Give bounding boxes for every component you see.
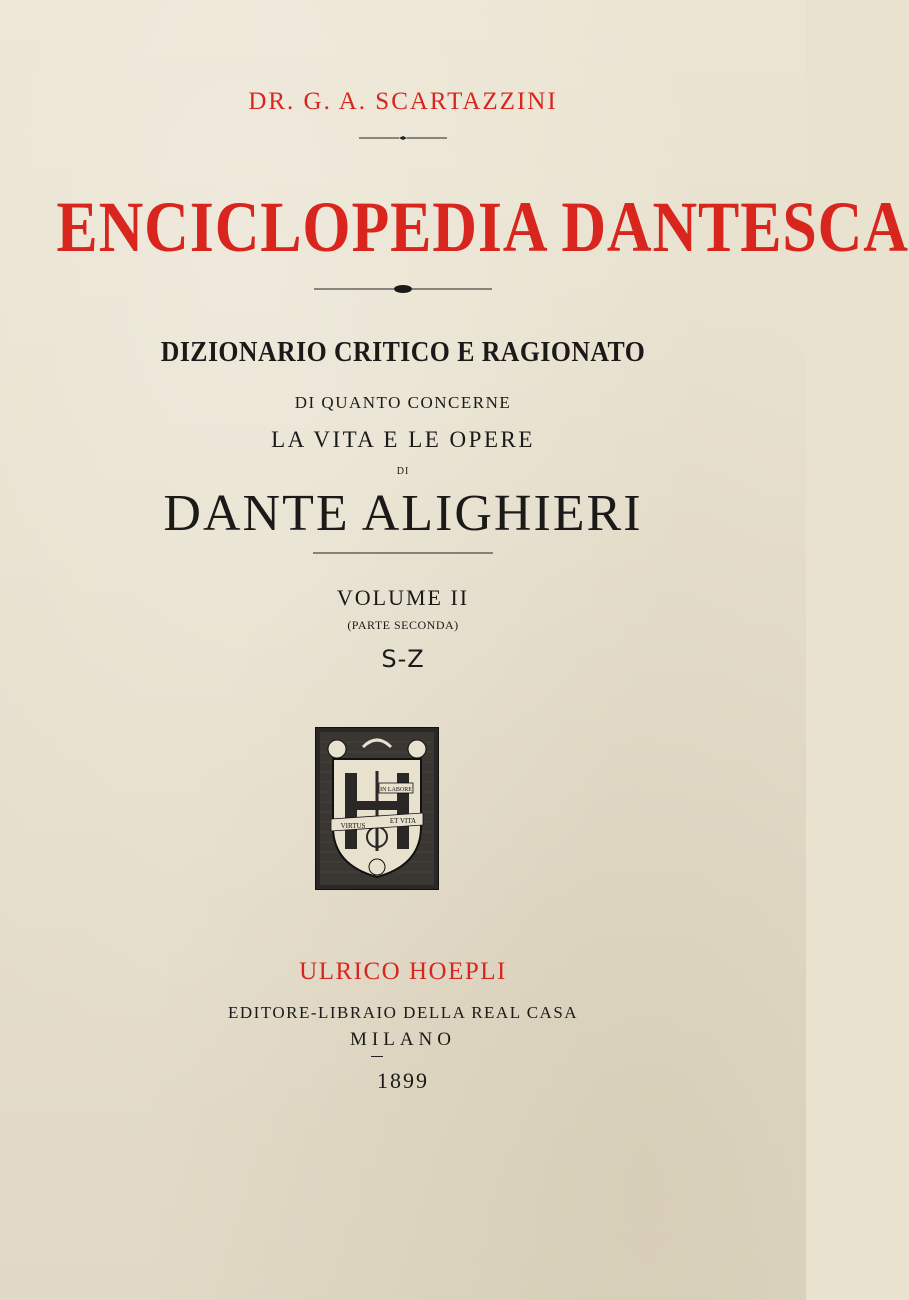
subject-name: DANTE ALIGHIERI — [163, 485, 643, 542]
ornament-divider-large — [0, 282, 806, 296]
rule-divider — [0, 551, 806, 555]
publisher-role: EDITORE-LIBRAIO DELLA REAL CASA — [227, 1003, 579, 1022]
part-label: (PARTE SECONDA) — [347, 618, 459, 632]
subtitle-line-di: DI — [396, 466, 410, 477]
publisher-name: ULRICO HOEPLI — [299, 958, 507, 985]
subtitle: DIZIONARIO CRITICO E RAGIONATO — [160, 337, 646, 368]
letter-range: S-Z — [381, 645, 425, 673]
publication-year: 1899 — [377, 1068, 429, 1093]
subtitle-line-vita: LA VITA E LE OPERE — [271, 427, 535, 452]
volume-label: VOLUME II — [336, 585, 470, 610]
emblem-motto-top: IN LABORE — [380, 787, 412, 793]
book-title: ENCICLOPEDIA DANTESCA — [56, 187, 909, 267]
emblem-motto-left: VIRTUS — [340, 822, 366, 830]
ornament-divider-small — [0, 133, 806, 143]
publisher-crest-icon — [315, 727, 439, 890]
author-name: DR. G. A. SCARTAZZINI — [248, 88, 558, 115]
city-dash-divider — [371, 1056, 383, 1057]
subtitle-line-concerne: DI QUANTO CONCERNE — [294, 393, 512, 412]
emblem-motto-right: ET VITA — [389, 817, 417, 825]
publication-city: MILANO — [350, 1029, 456, 1050]
